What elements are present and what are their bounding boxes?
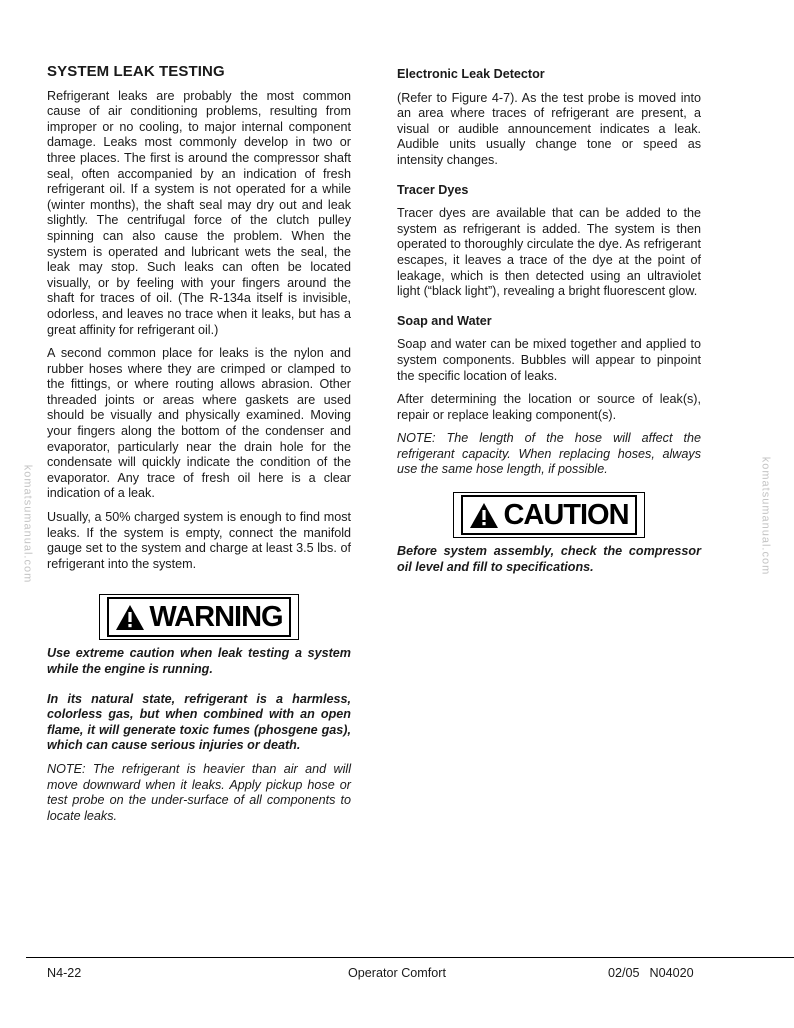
caution-label: CAUTION bbox=[503, 499, 629, 532]
warning-text-phosgene: In its natural state, refrigerant is a harmless, colorless gas, but when combined with an open flame, it will generate toxic fumes (phosgene gas), which can cause serious injuries or death. bbox=[47, 691, 351, 753]
paragraph-tracer: Tracer dyes are available that can be added to the system as refrigerant is added. The system is then operated to thoroughly circulate the dye. As refrigerant escapes, it leaves a trace of the dye at the point of leakage, which is then detected using an ultraviolet light (“black light”), revealing a bright fluorescent glow. bbox=[397, 206, 701, 299]
heading-electronic-leak-detector: Electronic Leak Detector bbox=[397, 67, 545, 81]
warning-sign bbox=[47, 594, 351, 640]
paragraph-hoses: A second common place for leaks is the nylon and rubber hoses where they are crimped or clamped to the fittings, or where routing allows abrasion. Other threaded joints or areas where gaskets are used should be visually and physically examined. Moving your fingers along the bottom of the condenser and evaporator, particularly near the drain hole for the condensate will quickly indicate the condition of the evaporator. Any trace of fresh oil here is a clear indication of a leak. bbox=[47, 346, 351, 501]
watermark-left: komatsumanual.com bbox=[21, 464, 34, 584]
footer-doc-number: N04020 bbox=[649, 966, 694, 980]
footer-section: Operator Comfort bbox=[348, 966, 446, 980]
note-hose-length: NOTE: The length of the hose will affect the refrigerant capacity. When replacing hoses, always use the same hose length, if possible. bbox=[397, 431, 701, 477]
paragraph-charge: Usually, a 50% charged system is enough to find most leaks. If the system is empty, connect the manifold gauge set to the system and charge at least 3.5 lbs. of refrigerant into the system. bbox=[47, 510, 351, 571]
caution-sign bbox=[397, 492, 701, 538]
caution-triangle-icon bbox=[469, 502, 499, 529]
watermark-right: komatsumanual.com bbox=[759, 456, 772, 576]
paragraph-electronic: (Refer to Figure 4-7). As the test probe is moved into an area where traces of refrigerant are present, a visual or audible announcement indicates a leak. Audible units usually change tone or speed as intensity changes. bbox=[397, 90, 701, 167]
footer-divider bbox=[26, 957, 794, 958]
footer-page-number: N4-22 bbox=[47, 966, 82, 980]
section-title: SYSTEM LEAK TESTING bbox=[47, 63, 225, 80]
heading-soap-and-water: Soap and Water bbox=[397, 313, 492, 328]
left-column bbox=[47, 64, 351, 832]
paragraph-compressor-seal: Refrigerant leaks are probably the most common cause of air conditioning problems, resulting from improper or no cooling, to major internal component damage. Leaks most commonly develop in two or three places. The first is around the compressor shaft seal, often accompanied by an indication of fresh refrigerant oil. If a system is not operated for a while (winter months), the shaft seal may dry out and leak slightly. The centrifugal force of the clutch pulley spinning can also cause the problem. When the system is operated and lubricant wets the seal, the leak may stop. Such leaks can often be located visually, or by feeling with your fingers around the shaft for traces of oil. (The R-134a itself is invisible, odorless, and leaves no trace when it leaks, but has a great affinity for refrigerant oil.) bbox=[47, 88, 351, 337]
paragraph-repair: After determining the location or source of leak(s), repair or replace leaking component(s). bbox=[397, 392, 701, 422]
warning-triangle-icon bbox=[115, 604, 145, 631]
footer-date-doc bbox=[608, 966, 694, 980]
warning-text-engine: Use extreme caution when leak testing a system while the engine is running. bbox=[47, 646, 351, 676]
note-heavier-than-air: NOTE: The refrigerant is heavier than air and will move downward when it leaks. Apply pickup hose or test probe on the under-surface of all components to locate leaks. bbox=[47, 761, 351, 823]
caution-text: Before system assembly, check the compressor oil level and fill to specifications. bbox=[397, 544, 701, 574]
warning-label: WARNING bbox=[149, 601, 283, 634]
right-column bbox=[397, 64, 701, 583]
paragraph-soap: Soap and water can be mixed together and applied to system components. Bubbles will appear to pinpoint the specific location of leaks. bbox=[397, 337, 701, 383]
heading-tracer-dyes: Tracer Dyes bbox=[397, 182, 469, 197]
footer-date: 02/05 bbox=[608, 966, 640, 980]
